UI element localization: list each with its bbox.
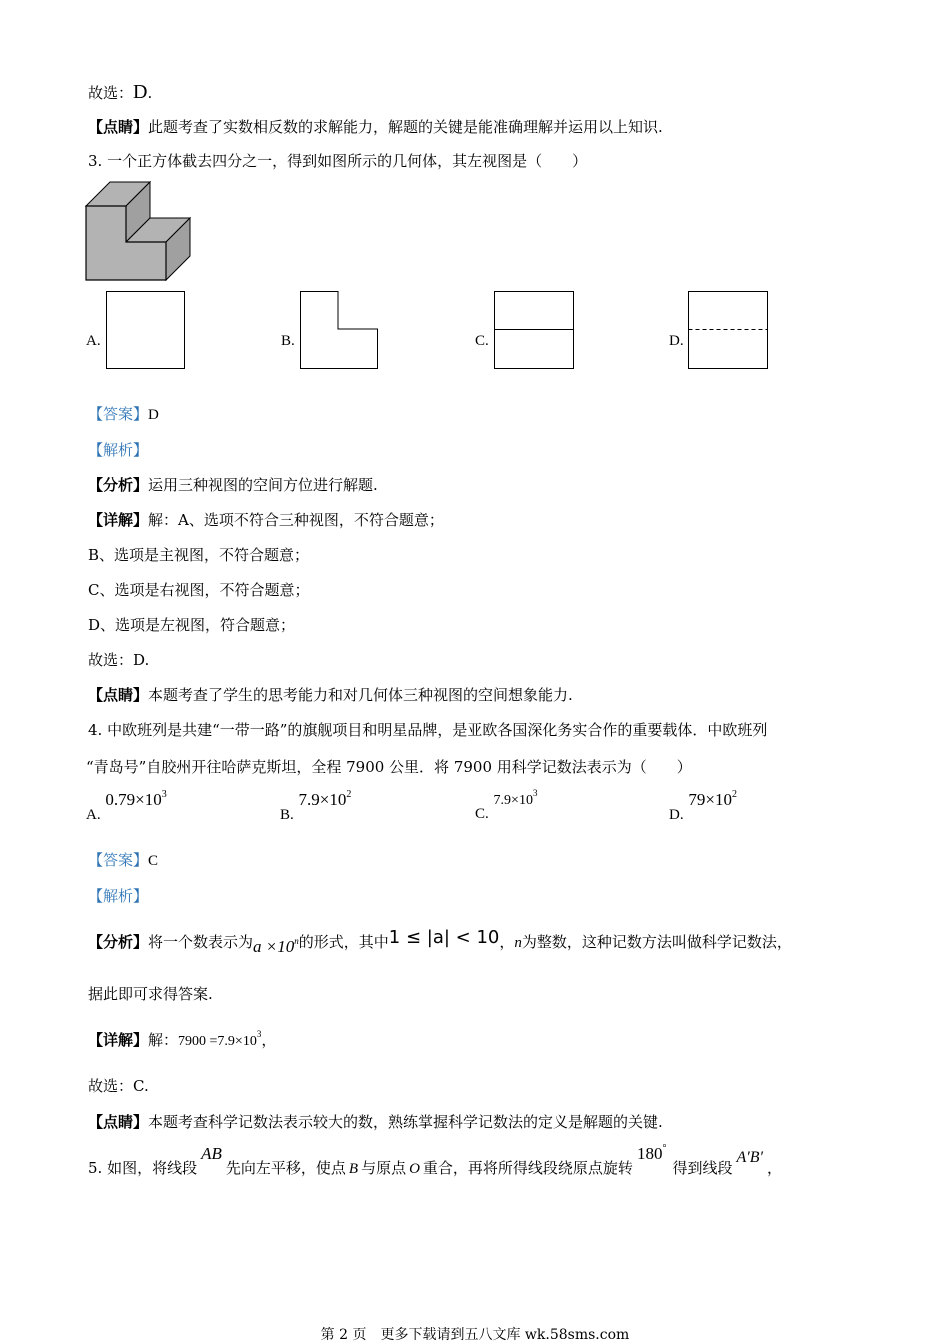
fenxi-text-b: 的形式，其中 <box>298 933 389 951</box>
formula-exp: n <box>294 936 299 946</box>
option-base: 79×10 <box>688 790 732 809</box>
note-tag: 【点睛】 <box>88 118 149 136</box>
q4-option-c[interactable] <box>475 788 538 822</box>
note-tag: 【点睛】 <box>88 1113 149 1131</box>
question-5 <box>88 1143 783 1181</box>
q3-detail-3: C、选项是右视图，不符合题意； <box>88 581 310 599</box>
fenxi-text: 运用三种视图的空间方位进行解题. <box>148 476 378 494</box>
q3-note-line <box>88 685 573 705</box>
note-text: 本题考查了学生的思考能力和对几何体三种视图的空间想象能力. <box>148 686 573 704</box>
choose-answer: D <box>133 81 148 103</box>
q4-choose: 故选：C. <box>88 1077 149 1095</box>
detail-text-1: 解：A、选项不符合三种视图，不符合题意； <box>148 511 444 529</box>
question-4-line-1: 4. 中欧班列是共建“一带一路”的旗舰项目和明星品牌，是亚欧各国深化务实合作的重要载体．中欧班列 <box>88 721 768 739</box>
q3-detail-4: D、选项是左视图，符合题意； <box>88 616 296 634</box>
fenxi-text-c: ， <box>499 933 515 951</box>
choose-end: . <box>147 84 153 102</box>
q4-note-line <box>88 1112 663 1132</box>
q5-text-c: 与原点 <box>361 1159 407 1177</box>
q3-detail-2: B、选项是主视图，不符合题意； <box>88 546 310 564</box>
q4-answer-line <box>88 850 158 871</box>
option-base: 7.9×10 <box>298 790 347 809</box>
option-c-label: C. <box>475 333 489 349</box>
q3-choose: 故选：D. <box>88 651 150 669</box>
page-footer: 第 2 页 更多下载请到五八文库 wk.58sms.com <box>320 1327 630 1343</box>
segment-ab: AB <box>201 1144 222 1163</box>
point-b: B <box>348 1161 359 1177</box>
option-exp: 2 <box>346 789 352 800</box>
q4-option-b[interactable] <box>280 789 352 823</box>
q4-option-a[interactable] <box>86 789 167 823</box>
option-c-split-view[interactable] <box>494 291 576 371</box>
fenxi-tag: 【分析】 <box>88 933 149 951</box>
question-3-text: 3. 一个正方体截去四分之一，得到如图所示的几何体，其左视图是（ ） <box>88 152 588 170</box>
fenxi-text-d: 为整数，这种记数方法叫做科学记数法， <box>521 933 792 951</box>
option-b-label: B. <box>281 333 295 349</box>
option-a-square-view[interactable] <box>106 291 186 371</box>
inequality: 1 ≤ |a| < 10 <box>388 927 500 948</box>
option-exp: 2 <box>731 789 737 800</box>
formula: a ×10 <box>253 937 295 956</box>
q5-text-f: ， <box>767 1159 783 1177</box>
point-o: O <box>409 1161 420 1177</box>
option-label: D. <box>669 807 684 823</box>
q4-fenxi-line-2: 据此即可求得答案. <box>88 985 213 1003</box>
q4-detail-line <box>88 1030 276 1052</box>
question-4-line-2: “青岛号”自胶州开往哈萨克斯坦，全程 7900 公里．将 7900 用科学记数法表示为（ ） <box>86 758 692 776</box>
prev-note-line <box>88 117 663 137</box>
detail-exp: 3 <box>256 1029 262 1039</box>
choose-label: 故选： <box>88 84 134 102</box>
q5-text-e: 得到线段 <box>672 1159 733 1177</box>
option-exp: 3 <box>161 789 167 800</box>
option-d-label: D. <box>669 333 684 349</box>
geometry-solid-figure <box>86 182 194 282</box>
q5-text-b: 先向左平移，使点 <box>225 1159 346 1177</box>
answer-tag: 【答案】 <box>88 405 149 423</box>
option-d-dashed-view[interactable] <box>688 291 770 371</box>
q3-detail-line <box>88 510 444 530</box>
fenxi-tag: 【分析】 <box>88 476 149 494</box>
note-text: 此题考查了实数相反数的求解能力，解题的关键是能准确理解并运用以上知识. <box>148 118 663 136</box>
prev-answer-line <box>88 82 152 103</box>
detail-end: ， <box>261 1031 277 1049</box>
option-a-label: A. <box>86 333 101 349</box>
q3-analysis-tag: 【解析】 <box>88 441 149 459</box>
degree-sign: ° <box>662 1143 667 1154</box>
q4-analysis-tag: 【解析】 <box>88 887 149 905</box>
option-label: C. <box>475 806 489 822</box>
detail-tag: 【详解】 <box>88 511 149 529</box>
detail-formula: 7900 =7.9×10 <box>178 1034 257 1049</box>
q4-option-d[interactable] <box>669 789 737 823</box>
answer-value: D <box>148 407 159 423</box>
q3-fenxi-line <box>88 475 378 495</box>
option-label: B. <box>280 807 294 823</box>
detail-text: 解： <box>148 1031 179 1049</box>
question-3 <box>88 151 587 171</box>
q5-text-a: 5. 如图，将线段 <box>88 1159 198 1177</box>
note-tag: 【点睛】 <box>88 686 149 704</box>
q5-text-d: 重合，再将所得线段绕原点旋转 <box>422 1159 633 1177</box>
q4-fenxi-line <box>88 927 792 956</box>
angle-180: 180 <box>636 1144 663 1163</box>
note-text: 本题考查科学记数法表示较大的数，熟练掌握科学记数法的定义是解题的关键. <box>148 1113 663 1131</box>
segment-ab-prime: A′B′ <box>736 1149 763 1166</box>
variable-n: n <box>514 935 522 951</box>
q3-answer-line <box>88 404 159 425</box>
option-b-l-shape-view[interactable] <box>300 291 380 371</box>
answer-value: C <box>148 853 159 869</box>
option-label: A. <box>86 807 101 823</box>
option-base: 7.9×10 <box>493 793 533 808</box>
answer-tag: 【答案】 <box>88 851 149 869</box>
detail-tag: 【详解】 <box>88 1031 149 1049</box>
fenxi-text-a: 将一个数表示为 <box>148 933 254 951</box>
option-exp: 3 <box>532 788 538 798</box>
option-base: 0.79×10 <box>105 790 162 809</box>
